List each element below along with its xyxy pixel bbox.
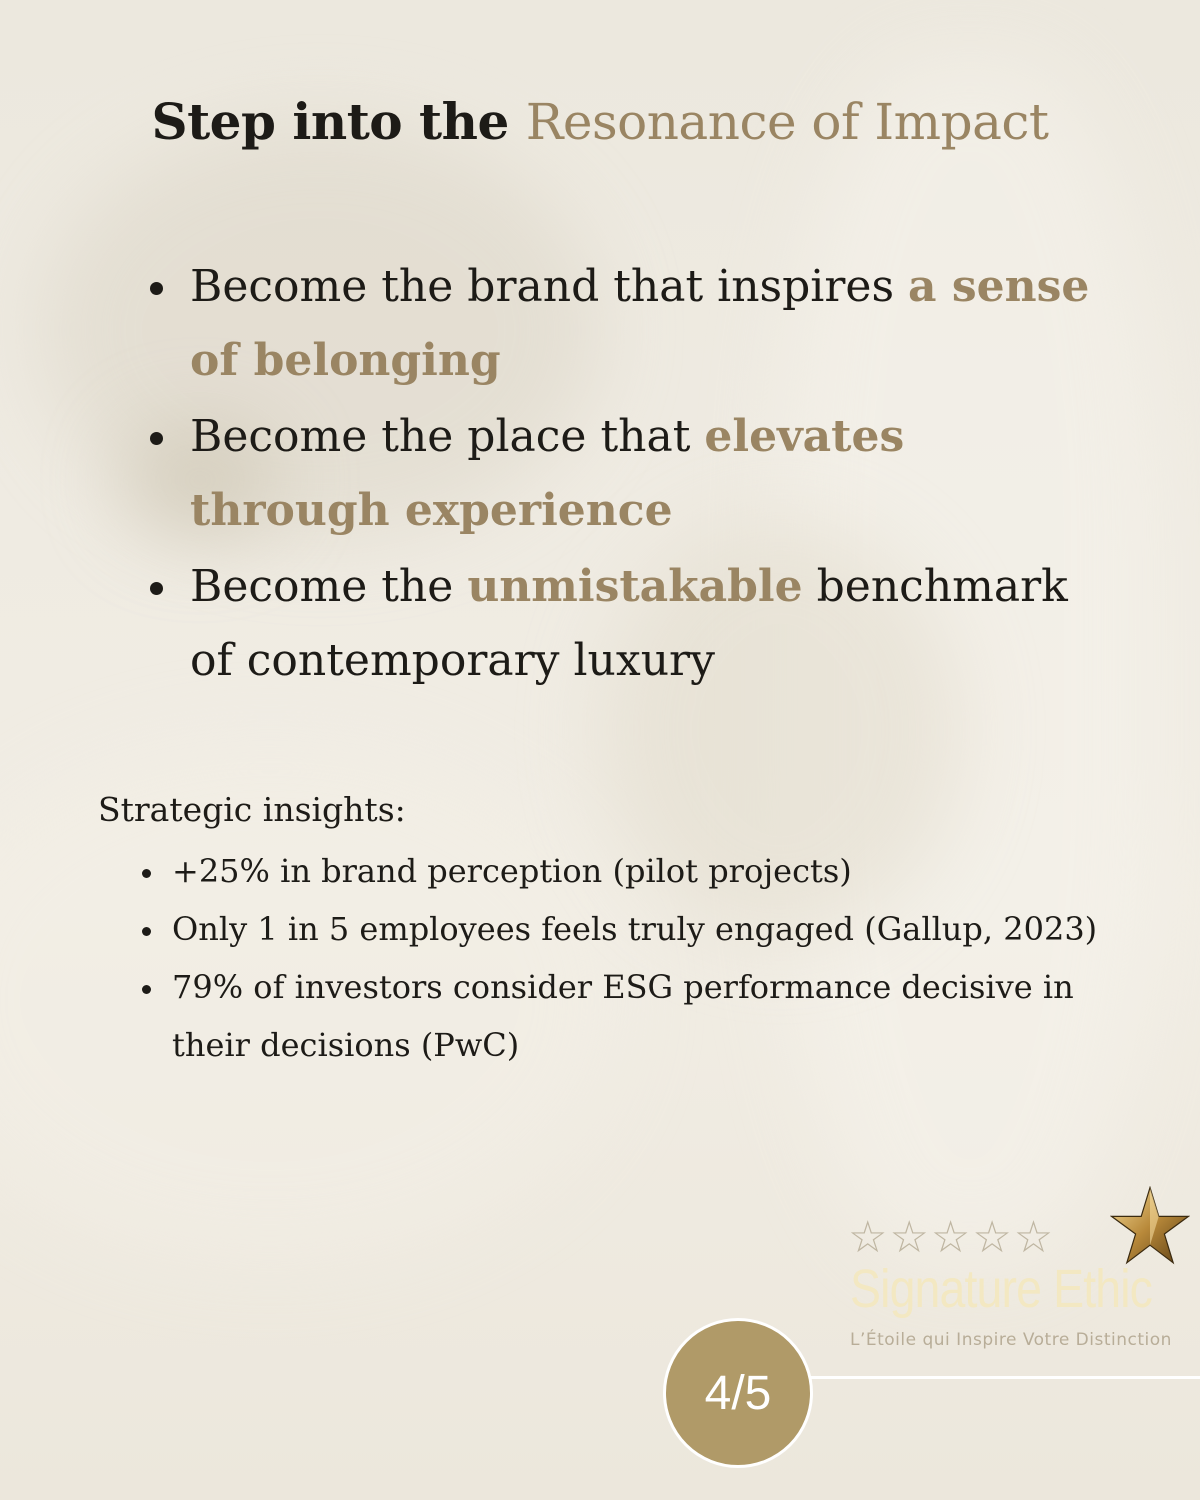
main-point-text-end: benchmark of contemporary luxury bbox=[190, 561, 1068, 686]
gold-star-icon bbox=[1110, 1186, 1190, 1266]
main-point-highlight: elevates through experience bbox=[190, 411, 905, 536]
brand-name: Signature Ethic bbox=[850, 1259, 1153, 1319]
main-point bbox=[150, 400, 1110, 548]
brand-tagline: L’Étoile qui Inspire Votre Distinction bbox=[850, 1330, 1172, 1350]
pager-divider bbox=[806, 1376, 1200, 1379]
title-accent: Resonance of Impact bbox=[525, 93, 1049, 151]
insights-list bbox=[140, 842, 1120, 1074]
title-lead: Step into the bbox=[151, 92, 509, 151]
insight-item: Only 1 in 5 employees feels truly engaged (Gallup, 2023) bbox=[140, 900, 1120, 958]
insights-heading: Strategic insights: bbox=[98, 790, 406, 829]
brand-logo bbox=[848, 1186, 1193, 1356]
page-indicator-label: 4/5 bbox=[704, 1366, 772, 1420]
page-indicator-badge bbox=[663, 1318, 813, 1468]
main-point-text: Become the bbox=[190, 561, 468, 612]
main-point-highlight: a sense of belonging bbox=[190, 261, 1090, 386]
rating-stars-icon: ☆☆☆☆☆ bbox=[848, 1212, 1056, 1263]
main-point-text: Become the brand that inspires bbox=[190, 261, 909, 312]
main-point-highlight: unmistakable bbox=[467, 561, 803, 612]
main-point bbox=[150, 550, 1110, 698]
insight-item: 79% of investors consider ESG performance decisive in their decisions (PwC) bbox=[140, 958, 1120, 1074]
main-points-list bbox=[150, 250, 1110, 700]
main-point-text: Become the place that bbox=[190, 411, 705, 462]
insight-item: +25% in brand perception (pilot projects) bbox=[140, 842, 1120, 900]
page-title bbox=[0, 92, 1200, 151]
main-point bbox=[150, 250, 1110, 398]
